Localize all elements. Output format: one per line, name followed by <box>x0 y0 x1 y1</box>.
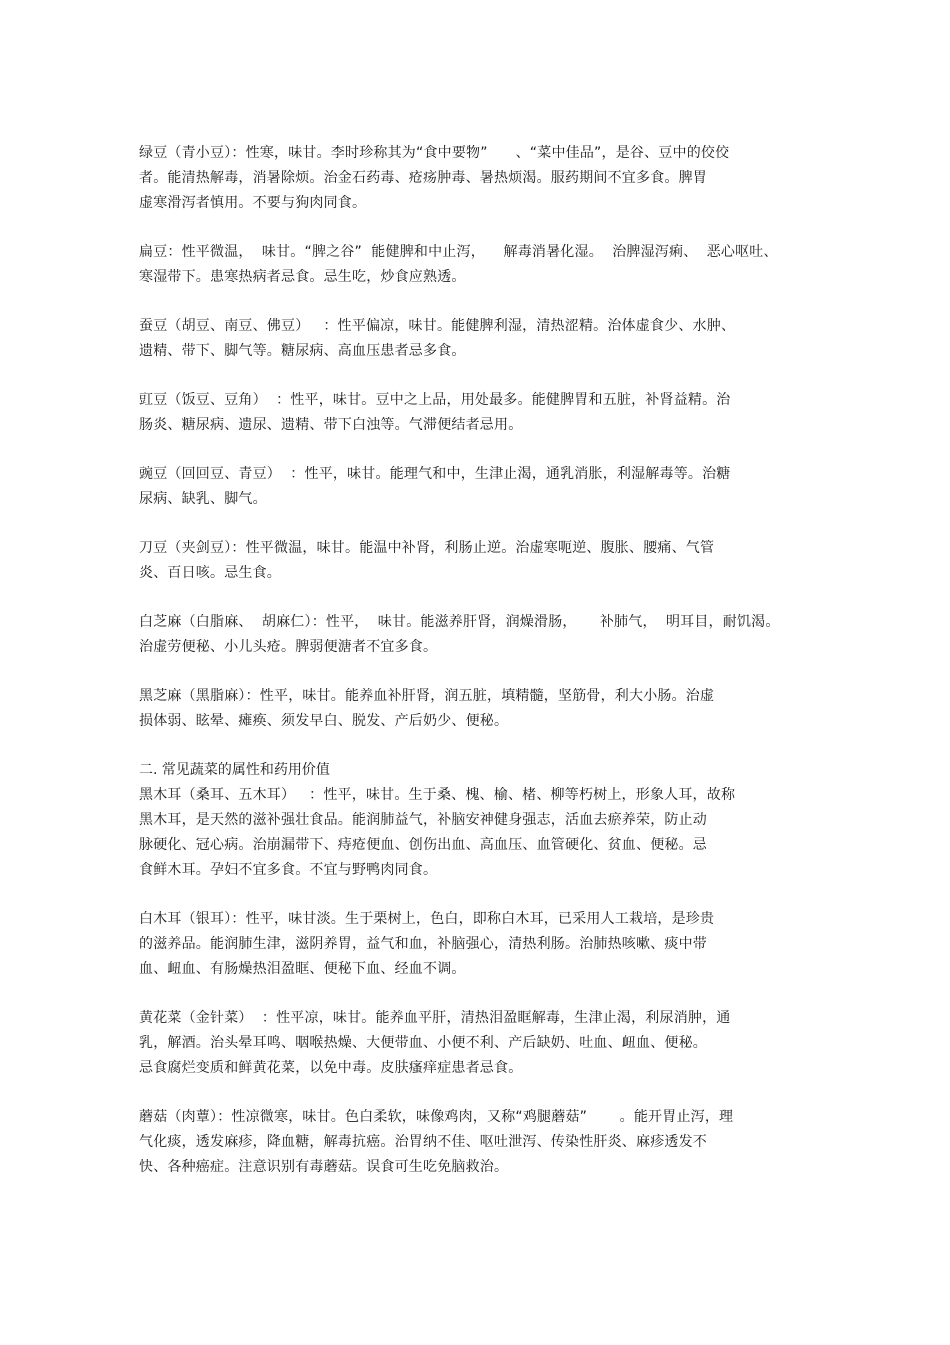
entry-cowpea <box>139 388 819 438</box>
document-content <box>139 141 819 1180</box>
text-line: 乳，解酒。治头晕耳鸣、咽喉热燥、大便带血、小便不利、产后缺奶、吐血、衄血、便秘。 <box>139 1035 707 1051</box>
text-line: 白芝麻（白脂麻、 胡麻仁）：性平， 味甘。能滋养肝肾，润燥滑肠， 补肺气， 明耳目，耐饥渴。 <box>139 614 780 630</box>
text-line: 脉硬化、冠心病。治崩漏带下、痔疮便血、创伤出血、高血压、血管硬化、贫血、便秘。忌 <box>139 837 707 853</box>
text-line: 蘑菇（肉蕈）：性凉微寒，味甘。色白柔软，味像鸡肉，又称“鸡腿蘑菇” 。能开胃止泻，理 <box>139 1109 734 1125</box>
text-line: 虚寒滑泻者慎用。不要与狗肉同食。 <box>139 195 367 211</box>
text-line: 黄花菜（金针菜） ：性平凉，味甘。能养血平肝，清热泪盈眶解毒，生津止渴，利尿消肿，通 <box>139 1010 731 1026</box>
entry-white-fungus <box>139 907 819 982</box>
text-line: 寒湿带下。患寒热病者忌食。忌生吃，炒食应熟透。 <box>139 269 466 285</box>
text-line: 黑芝麻（黑脂麻）：性平，味甘。能养血补肝肾，润五脏，填精髓，坚筋骨，利大小肠。治虚 <box>139 688 715 704</box>
text-line: 蚕豆（胡豆、南豆、佛豆） ：性平偏凉，味甘。能健脾利湿，清热涩精。治体虚食少、水肿、 <box>139 318 736 334</box>
text-line: 尿病、缺乳、脚气。 <box>139 491 267 507</box>
text-line: 扁豆：性平微温， 味甘。“脾之谷” 能健脾和中止泻， 解毒消暑化湿。 治脾湿泻痢、 恶心呕吐、 <box>139 244 778 260</box>
text-line: 黑木耳（桑耳、五木耳） ：性平，味甘。生于桑、槐、榆、楮、柳等朽树上，形象人耳，故称 <box>139 787 736 803</box>
text-line: 快、各种癌症。注意识别有毒蘑菇。误食可生吃免脑救治。 <box>139 1159 509 1175</box>
section-heading: 二. 常见蔬菜的属性和药用价值 <box>139 762 330 778</box>
text-line: 遗精、带下、脚气等。糖尿病、高血压患者忌多食。 <box>139 343 466 359</box>
entry-sword-bean <box>139 536 819 586</box>
text-line: 的滋养品。能润肺生津，滋阴养胃，益气和血，补脑强心，清热利肠。治肺热咳嗽、痰中带 <box>139 936 707 952</box>
text-line: 肠炎、糖尿病、遗尿、遗精、带下白浊等。气滞便结者忌用。 <box>139 417 523 433</box>
entry-daylily <box>139 1006 819 1081</box>
text-line: 黑木耳，是天然的滋补强壮食品。能润肺益气，补脑安神健身强志，活血去瘀养荣，防止动 <box>139 812 707 828</box>
entry-black-fungus <box>139 783 819 883</box>
entry-mushroom <box>139 1105 819 1180</box>
text-line: 食鲜木耳。孕妇不宜多食。不宜与野鸭肉同食。 <box>139 862 438 878</box>
entry-black-sesame <box>139 684 819 734</box>
entry-white-sesame <box>139 610 819 660</box>
text-line: 损体弱、眩晕、瘫痪、须发早白、脱发、产后奶少、便秘。 <box>139 713 509 729</box>
text-line: 豌豆（回回豆、青豆） ：性平，味甘。能理气和中，生津止渴，通乳消胀，利湿解毒等。治糖 <box>139 466 731 482</box>
text-line: 刀豆（夹剑豆）：性平微温，味甘。能温中补肾，利肠止逆。治虚寒呃逆、腹胀、腰痛、气管 <box>139 540 715 556</box>
text-line: 者。能清热解毒，消暑除烦。治金石药毒、疮疡肿毒、暑热烦渴。服药期间不宜多食。脾胃 <box>139 170 707 186</box>
entry-pea <box>139 462 819 512</box>
entry-mung-bean <box>139 141 819 216</box>
text-line: 白木耳（银耳）：性平，味甘淡。生于栗树上，色白，即称白木耳，已采用人工栽培，是珍贵 <box>139 911 715 927</box>
text-line: 绿豆（青小豆）：性寒，味甘。李时珍称其为“食中要物” 、“菜中佳品”，是谷、豆中的佼佼 <box>139 145 730 161</box>
text-line: 治虚劳便秘、小儿头疮。脾弱便溏者不宜多食。 <box>139 639 438 655</box>
text-line: 豇豆（饭豆、豆角） ：性平，味甘。豆中之上品，用处最多。能健脾胃和五脏，补肾益精。治 <box>139 392 731 408</box>
entry-hyacinth-bean <box>139 240 819 290</box>
text-line: 炎、百日咳。忌生食。 <box>139 565 281 581</box>
text-line: 血、衄血、有肠燥热泪盈眶、便秘下血、经血不调。 <box>139 961 466 977</box>
entry-broad-bean <box>139 314 819 364</box>
text-line: 气化痰，透发麻疹，降血糖，解毒抗癌。治胃纳不佳、呕吐泄泻、传染性肝炎、麻疹透发不 <box>139 1134 707 1150</box>
text-line: 忌食腐烂变质和鲜黄花菜，以免中毒。皮肤瘙痒症患者忌食。 <box>139 1060 523 1076</box>
